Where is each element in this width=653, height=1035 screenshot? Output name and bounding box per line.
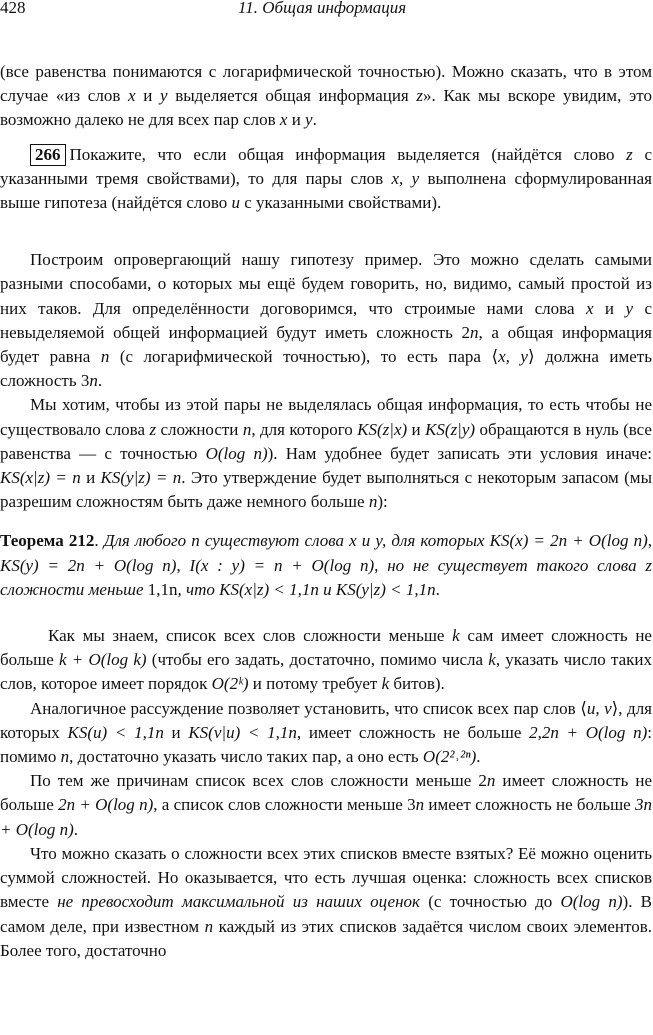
theorem-212: Теорема 212. Для любого n существуют слова x и y, для которых KS(x) = 2n + O(log n), KS(y) = 2n + O(log n), I(x : y) = n + O(log n), но не существует такого слова z сложности меньше 1,1n, что KS(x|z) < 1,1n и KS(y|z) < 1,1n. bbox=[0, 531, 652, 599]
running-title: 11. Общая информация bbox=[238, 0, 407, 17]
theorem-title: Теорема 212 bbox=[0, 531, 95, 551]
paragraph-3: Мы хотим, чтобы из этой пары не выделялась общая информация, то есть чтобы не существовало слова z сложности n, для которого KS(z|x) и KS(z|y) обращаются в нуль (все равенства — с точностью O(log n)). Нам удобнее будет записать эти условия иначе: KS(x|z) = n и KS(y|z) = n. Это утверждение будет выполняться с некоторым запасом (мы разрешим сложностям быть даже немного больше n): bbox=[0, 395, 652, 512]
page-body bbox=[0, 60, 652, 963]
problem-266: 266 Покажите, что если общая информация выделяется (найдётся слово z с указанными тремя свойствами), то для пары слов x, y выполнена сформулированная выше гипотеза (найдётся слово u с указанными свойствами). bbox=[0, 144, 652, 213]
paragraph-5: Аналогичное рассуждение позволяет установить, что список всех пар слов ⟨u, v⟩, для которых KS(u) < 1,1n и KS(v|u) < 1,1n, имеет сложность не больше 2,2n + O(log n): помимо n, достаточно указать число таких пар, а оно есть O(2²˒²ⁿ). bbox=[0, 698, 652, 767]
paragraph-2: Построим опровергающий нашу гипотезу пример. Это можно сделать самыми разными способами, о которых мы ещё будем говорить, но, видимо, самый простой из них таков. Для определённости договоримся, что строимые нами слова x и y с невыделяемой общей информацией будут иметь сложность 2n, а общая информация будет равна n (с логарифмической точностью), то есть пара ⟨x, y⟩ должна иметь сложность 3n. bbox=[0, 250, 653, 391]
paragraph-4: Как мы знаем, список всех слов сложности меньше k сам имеет сложность не больше k + O(log k) (чтобы его задать, достаточно, помимо числа k, указать число таких слов, которое имеет порядок O(2ᵏ) и потому требует k битов). bbox=[0, 626, 652, 694]
paragraph-1: (все равенства понимаются с логарифмической точностью). Можно сказать, что в этом случае «из слов x и y выделяется общая информация z». Как мы вскоре увидим, это возможно далеко не для всех пар слов x и y. bbox=[0, 62, 652, 130]
problem-number-box: 266 bbox=[30, 144, 66, 166]
page-number: 428 bbox=[0, 0, 26, 17]
paragraph-7: Что можно сказать о сложности всех этих списков вместе взятых? Её можно оценить суммой сложностей. Но оказывается, что есть лучшая оценка: сложность всех списков вместе не превосходит максимальной из наших оценок (с точностью до O(log n)). В самом деле, при известном n каждый из этих списков задаётся числом своих элементов. Более того, достаточно bbox=[0, 843, 652, 960]
paragraph-6: По тем же причинам список всех слов сложности меньше 2n имеет сложность не больше 2n + O(log n), а список слов сложности меньше 3n имеет сложность не больше 3n + O(log n). bbox=[0, 771, 653, 839]
page-header bbox=[0, 0, 653, 19]
